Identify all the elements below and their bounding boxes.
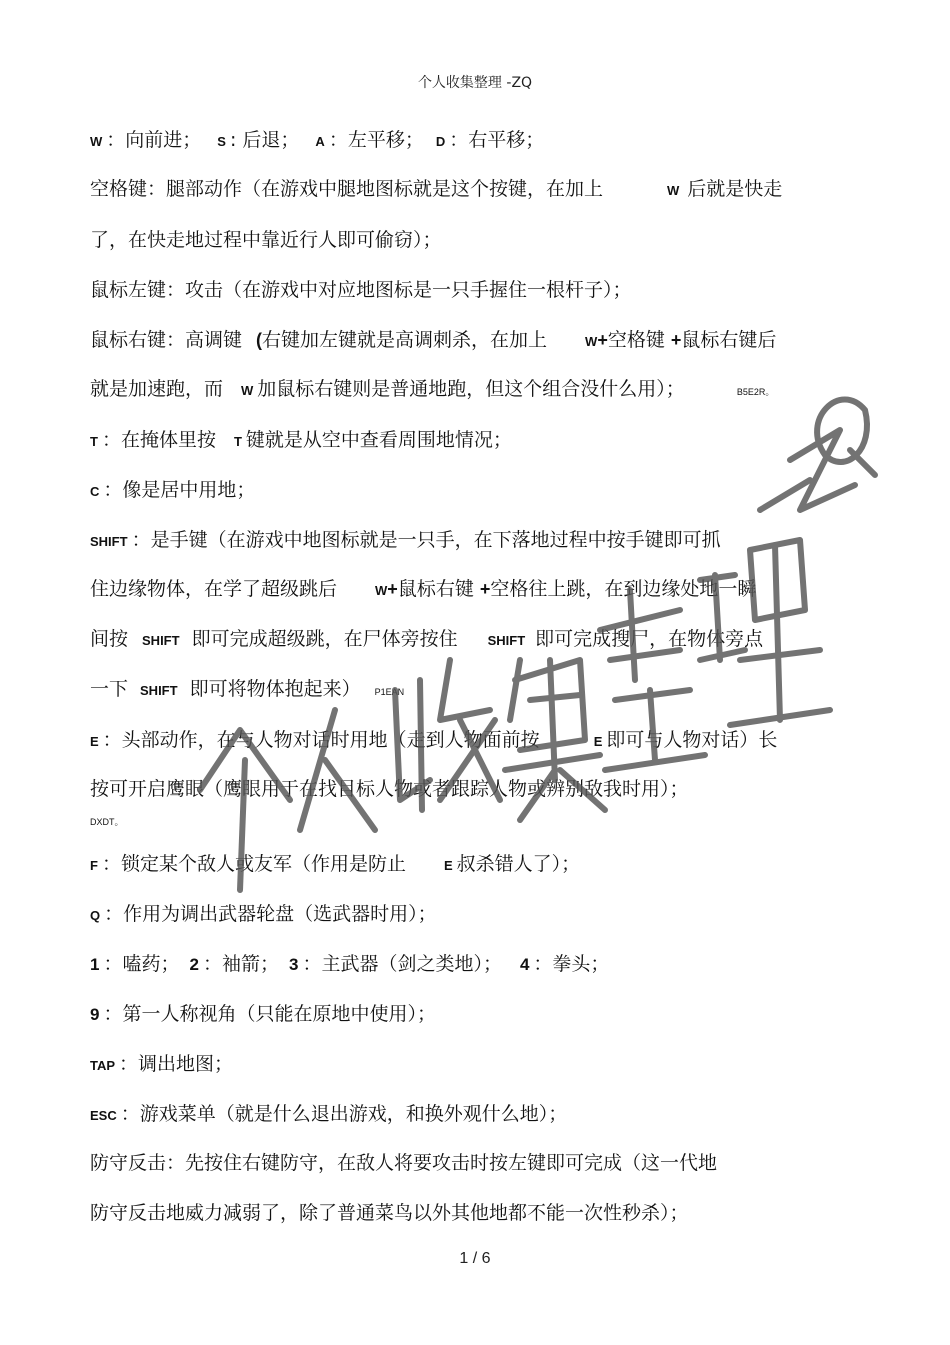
text: 鼠标右键: [397, 578, 474, 600]
text-line-19: [90, 1001, 862, 1028]
text: 加鼠标右键则是普通地跑，但这个组合没什么用）；: [257, 378, 685, 400]
key-s: S: [217, 134, 226, 149]
key-shift: SHIFT: [142, 633, 180, 648]
page-number: 1 / 6: [459, 1250, 491, 1267]
text-line-3: [90, 227, 862, 253]
text: ：嗑药；: [103, 953, 180, 975]
key-f: F: [90, 858, 98, 873]
text: 住边缘物体，在学了超级跳后: [90, 578, 338, 600]
text: 空格键：腿部动作（在游戏中腿地图标就是这个按键，在加上: [90, 178, 604, 200]
text: 鼠标右键后: [681, 329, 777, 351]
text-line-1: [90, 127, 862, 155]
text-line-2: [90, 176, 862, 204]
key-a: A: [315, 134, 325, 149]
text: 鼠标左键：攻击（在游戏中对应地图标是一只手握住一根杆子）；: [90, 279, 632, 301]
key-4: 4: [519, 955, 530, 974]
text: : 后退；: [229, 129, 300, 151]
key-t: T: [90, 434, 98, 449]
key-tap: TAP: [90, 1058, 116, 1073]
key-shift: SHIFT: [140, 683, 178, 698]
text-line-18: [90, 951, 862, 978]
text: ：在掩体里按: [101, 429, 216, 451]
text: ：游戏菜单（就是什么退出游戏，和换外观什么地）；: [120, 1103, 568, 1125]
text-line-6: [90, 376, 862, 405]
text: 叔杀错人了）；: [456, 853, 581, 875]
plus: +: [387, 579, 398, 599]
text: ：调出地图；: [119, 1053, 234, 1075]
key-w: W: [241, 383, 254, 398]
text: ：作用为调出武器轮盘（选武器时用）；: [104, 903, 437, 925]
key-w: W: [667, 183, 680, 198]
text-line-10: [90, 576, 862, 604]
small-text: P1EAN: [374, 687, 405, 697]
text: ：主武器（剑之类地）；: [302, 953, 502, 975]
text: 间按: [90, 628, 129, 650]
text-line-14: [90, 776, 862, 802]
text: ：向前进；: [106, 129, 202, 151]
text: 即可与人物对话）长: [606, 729, 778, 751]
text-line-17: [90, 901, 862, 929]
text: 了，在快走地过程中靠近行人即可偷窃）；: [90, 229, 442, 251]
key-2: 2: [189, 955, 199, 974]
small-text: DXDT。: [90, 817, 124, 827]
text: 右键加左键就是高调刺杀，在加上: [262, 329, 548, 351]
text: 即可将物体抱起来）: [189, 678, 361, 700]
key-w: W: [90, 134, 103, 149]
text-line-23: [90, 1200, 862, 1226]
text-line-21: [90, 1101, 862, 1129]
small-text: B5E2R。: [736, 387, 775, 397]
text-line-7: [90, 427, 862, 455]
key-shift: SHIFT: [90, 534, 128, 549]
key-e: E: [90, 734, 99, 749]
text: 防守反击地威力减弱了，除了普通菜鸟以外其他地都不能一次性秒杀）；: [90, 1202, 689, 1224]
text-line-16: [90, 851, 862, 879]
text: 就是加速跑，而: [90, 378, 224, 400]
text-line-12: [90, 676, 862, 705]
key-e: E: [593, 734, 603, 749]
key-3: 3: [288, 955, 299, 974]
text-line-11: [90, 626, 862, 654]
text: ：拳头；: [533, 953, 610, 975]
page-header: 个人收集整理 -ZQ: [417, 75, 533, 91]
plus: +: [479, 579, 491, 599]
text: ：第一人称视角（只能在原地中使用）；: [103, 1003, 436, 1025]
text-line-13: [90, 727, 862, 755]
text: 即可完成搜尸，在物体旁点: [535, 628, 764, 650]
text: ：头部动作，在与人物对话时用地（走到人物面前按: [102, 729, 540, 751]
text: 后就是快走: [687, 178, 783, 200]
text-line-8: [90, 477, 862, 505]
text-line-15: [90, 812, 862, 829]
text-line-9: [90, 527, 862, 555]
text: 防守反击：先按住右键防守，在敌人将要攻击时按左键即可完成（这一代地: [90, 1152, 718, 1174]
text: ：左平移；: [328, 129, 424, 151]
text: 键就是从空中查看周围地情况；: [245, 429, 512, 451]
text-line-22: [90, 1150, 862, 1176]
text: 一下: [90, 678, 129, 700]
key-q: Q: [90, 908, 101, 923]
key-w: W: [375, 583, 388, 598]
text: ：像是居中用地；: [103, 479, 256, 501]
key-shift: SHIFT: [487, 633, 526, 648]
key-t: T: [233, 434, 242, 449]
text: ：袖箭；: [202, 953, 279, 975]
text: ：是手键（在游戏中地图标就是一只手，在下落地过程中按手键即可抓: [131, 529, 721, 551]
text: 鼠标右键：高调键: [90, 329, 243, 351]
key-d: D: [435, 134, 446, 149]
key-1: 1: [90, 955, 100, 974]
paren: (: [256, 330, 263, 350]
key-c: C: [90, 484, 100, 499]
text-line-5: [90, 327, 862, 355]
text: 按可开启鹰眼（鹰眼用于在找目标人物或者跟踪人物或辨别敌我时用）；: [90, 778, 689, 800]
text: ：锁定某个敌人或友军（作用是防止: [101, 853, 406, 875]
text: 空格往上跳，在到边缘处地一瞬: [490, 578, 757, 600]
key-9: 9: [90, 1005, 100, 1024]
text: 即可完成超级跳，在尸体旁按住: [191, 628, 458, 650]
text-line-4: [90, 277, 862, 303]
text: ：右平移；: [449, 129, 545, 151]
key-w: W: [585, 334, 598, 349]
text: 空格键: [607, 329, 665, 351]
key-e: E: [443, 858, 453, 873]
plus: +: [670, 330, 682, 350]
text-line-20: [90, 1051, 862, 1079]
key-esc: ESC: [90, 1108, 117, 1123]
plus: +: [597, 330, 608, 350]
